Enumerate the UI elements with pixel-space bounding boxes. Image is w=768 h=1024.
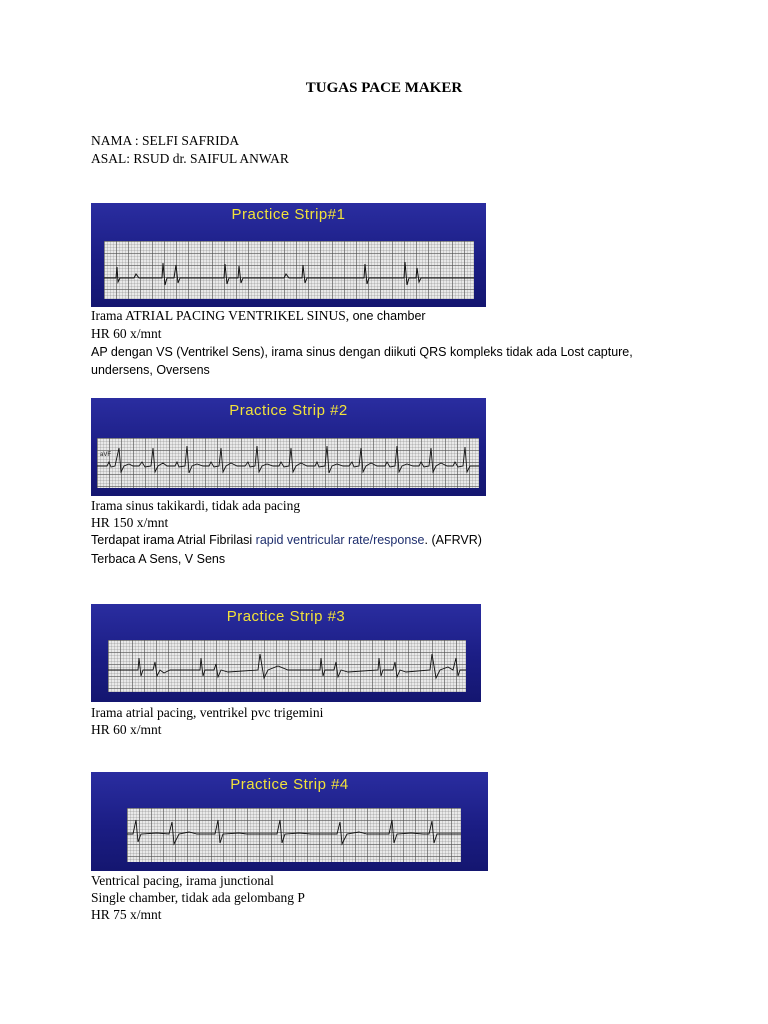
strip-1-note-2: undersens, Oversens [91, 363, 210, 377]
strip-2-note-c: . (AFRVR) [424, 533, 482, 547]
student-name: NAMA : SELFI SAFRIDA [91, 133, 240, 148]
strip-1-title: Practice Strip#1 [231, 206, 346, 223]
strip-2-note-a: Terdapat irama Atrial Fibrilasi [91, 533, 256, 547]
practice-strip-4-image [91, 772, 488, 871]
ecg-trace-1 [104, 241, 474, 299]
ecg-paper-2 [97, 438, 479, 488]
strip-1-rhythm [91, 307, 426, 325]
strip-1-rhythm-tail: one chamber [349, 309, 426, 323]
practice-strip-1-image [91, 203, 486, 307]
strip-2-note-b: rapid ventricular rate/response [255, 533, 425, 547]
practice-strip-3-image [91, 604, 481, 702]
strip-4-rhythm: Ventrical pacing, irama junctional [91, 873, 274, 888]
strip-2-note [91, 532, 482, 549]
ecg-paper-4 [127, 808, 461, 862]
strip-1-note: AP dengan VS (Ventrikel Sens), irama sinus dengan diikuti QRS kompleks tidak ada Lost capture, [91, 345, 633, 359]
student-origin: ASAL: RSUD dr. SAIFUL ANWAR [91, 151, 289, 166]
strip-4-chamber: Single chamber, tidak ada gelombang P [91, 890, 305, 905]
strip-1-hr: HR 60 x/mnt [91, 326, 162, 341]
ecg-trace-4 [127, 808, 461, 862]
strip-3-rhythm: Irama atrial pacing, ventrikel pvc trigemini [91, 705, 324, 720]
strip-2-hr: HR 150 x/mnt [91, 515, 169, 530]
page-title: TUGAS PACE MAKER [305, 80, 463, 96]
strip-2-title: Practice Strip #2 [229, 402, 348, 419]
strip-4-title: Practice Strip #4 [230, 776, 349, 793]
ecg-trace-2 [97, 438, 479, 488]
ecg-paper-1 [104, 241, 474, 299]
ecg-paper-3 [108, 640, 466, 692]
strip-3-hr: HR 60 x/mnt [91, 722, 162, 737]
practice-strip-2-image [91, 398, 486, 496]
lead-label: aVF [100, 452, 112, 458]
strip-2-note-2: Terbaca A Sens, V Sens [91, 552, 226, 566]
strip-4-hr: HR 75 x/mnt [91, 907, 162, 922]
strip-2-rhythm: Irama sinus takikardi, tidak ada pacing [91, 498, 301, 513]
strip-3-title: Practice Strip #3 [226, 608, 346, 625]
ecg-trace-3 [108, 640, 466, 692]
strip-1-rhythm-main: Irama ATRIAL PACING VENTRIKEL SINUS, [91, 308, 350, 323]
